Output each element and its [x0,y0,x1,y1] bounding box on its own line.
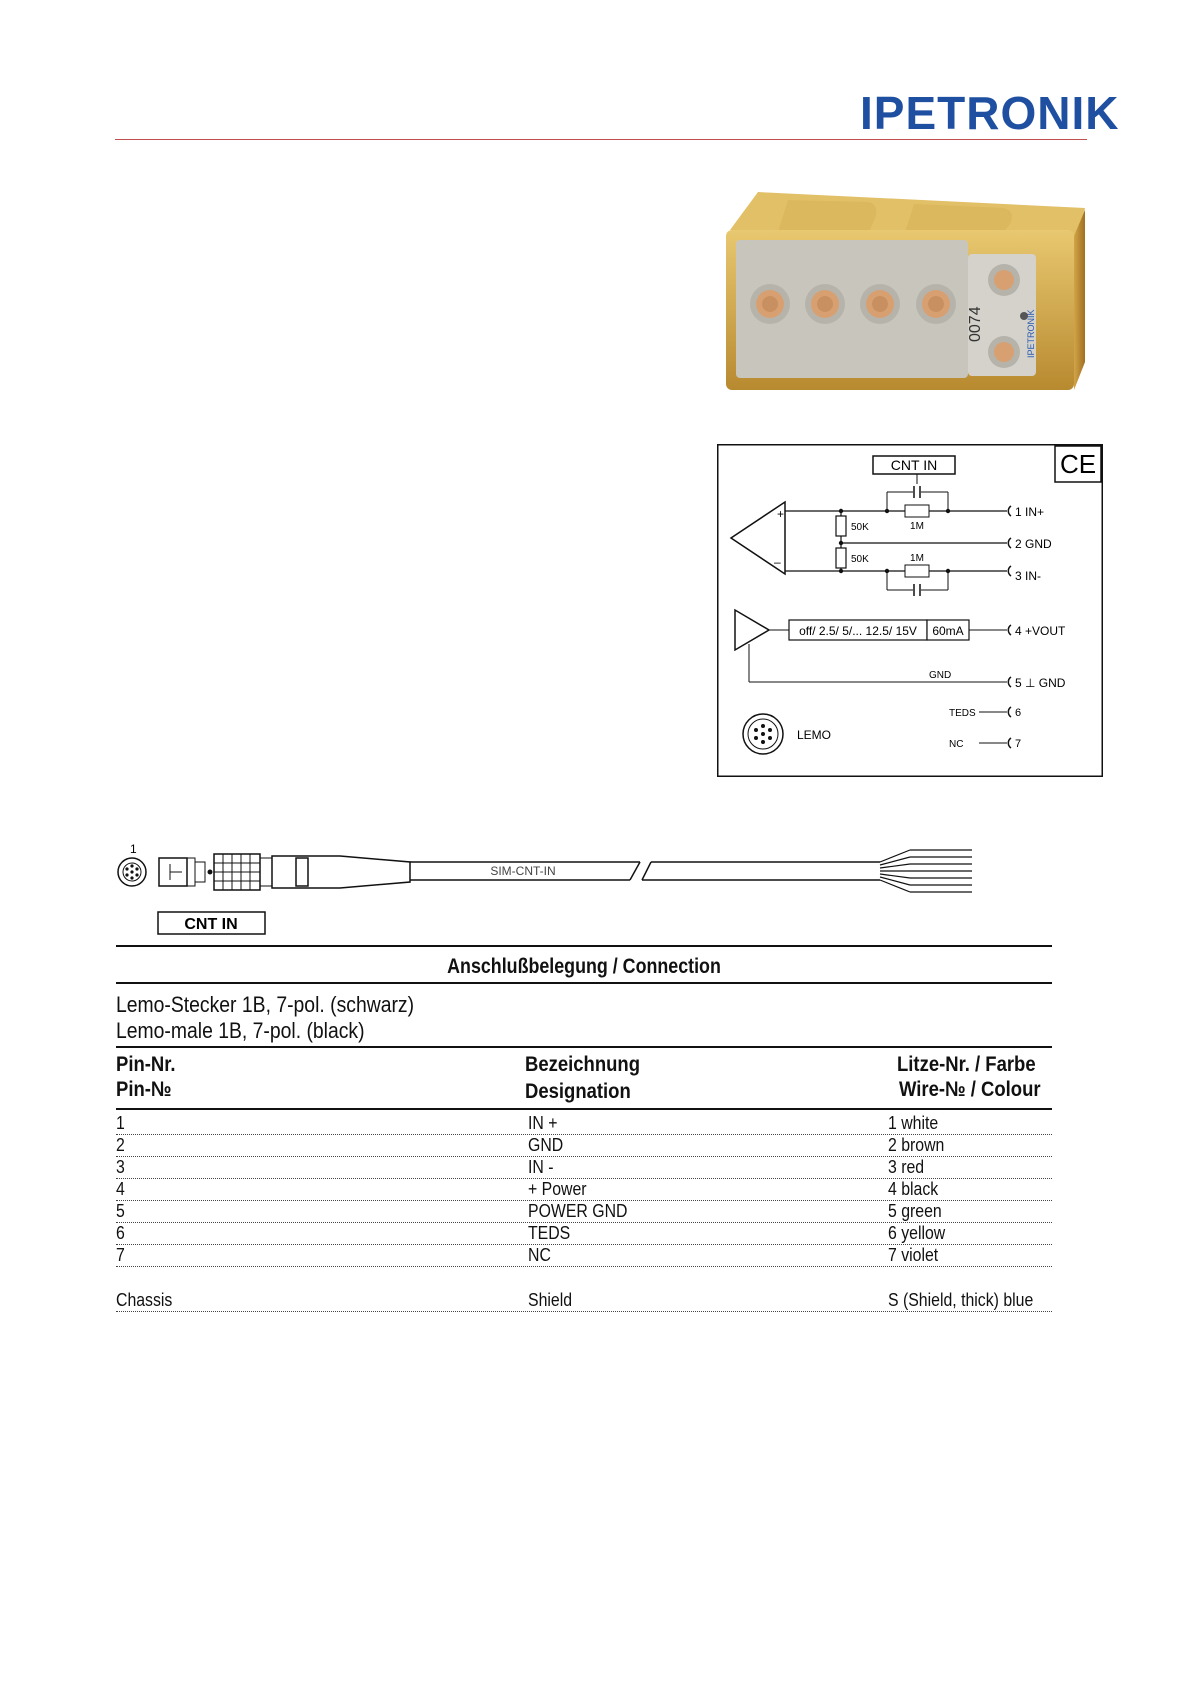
product-photo [718,192,1085,397]
section-title: Anschlußbelegung / Connection [447,955,721,978]
circuit-schematic [717,444,1103,777]
svg-text:NC: NC [949,739,964,750]
svg-text:50K: 50K [851,554,869,565]
rule-header [116,1046,1052,1048]
svg-text:60mA: 60mA [932,624,964,638]
chassis-row: Chassis Shield S (Shield, thick) blue [116,1289,1052,1312]
svg-text:2 GND: 2 GND [1015,537,1052,551]
rule-rows [116,1108,1052,1110]
svg-text:GND: GND [929,670,952,681]
svg-text:3 IN-: 3 IN- [1015,569,1042,583]
designation-header-de: Bezeichnung [525,1053,641,1076]
rule-title [116,982,1052,984]
svg-text:LEMO: LEMO [797,728,832,742]
svg-text:TEDS: TEDS [949,708,976,719]
cable-name: SIM-CNT-IN [490,864,556,878]
table-row: 6 TEDS 6 yellow [116,1222,1052,1245]
table-row: 7 NC 7 violet [116,1244,1052,1267]
pin-one-mark: 1 [130,842,137,856]
svg-text:1M: 1M [910,521,924,532]
connector-label: CNT IN [184,916,238,933]
cable-drawing [110,842,1110,942]
svg-text:5 ⊥ GND: 5 ⊥ GND [1015,676,1066,690]
svg-text:4 +VOUT: 4 +VOUT [1015,624,1066,638]
table-row: 3 IN - 3 red [116,1156,1052,1179]
wire-header-de: Litze-Nr. / Farbe [897,1053,1036,1076]
wire-header-en: Wire-№ / Colour [899,1078,1041,1101]
lemo-en: Lemo-male 1B, 7-pol. (black) [116,1018,365,1043]
lemo-de: Lemo-Stecker 1B, 7-pol. (schwarz) [116,992,415,1017]
pin-header-en: Pin-№ [116,1078,172,1101]
svg-text:off/ 2.5/ 5/... 12.5/ 15V: off/ 2.5/ 5/... 12.5/ 15V [799,624,917,638]
svg-text:1M: 1M [910,553,924,564]
header-rule [115,139,1087,140]
pin-header-de: Pin-Nr. [116,1053,176,1076]
designation-header-en: Designation [525,1080,631,1103]
table-row: 4 + Power 4 black [116,1178,1052,1201]
table-row: 2 GND 2 brown [116,1134,1052,1157]
table-row: 1 IN + 1 white [116,1112,1052,1135]
photo-brand: IPETRONIK [1026,309,1036,358]
ce-mark: CE [1059,449,1097,479]
svg-text:50K: 50K [851,522,869,533]
svg-text:1 IN+: 1 IN+ [1015,505,1045,519]
svg-text:–: – [774,555,781,569]
svg-text:+: + [777,507,785,521]
serial-number: 0074 [967,306,984,342]
box-label: CNT IN [890,457,938,473]
svg-text:7: 7 [1015,738,1022,750]
table-row: 5 POWER GND 5 green [116,1200,1052,1223]
rule-top [116,945,1052,947]
ipetronik-logo: IPETRONIK [860,87,1120,139]
svg-text:6: 6 [1015,707,1022,719]
